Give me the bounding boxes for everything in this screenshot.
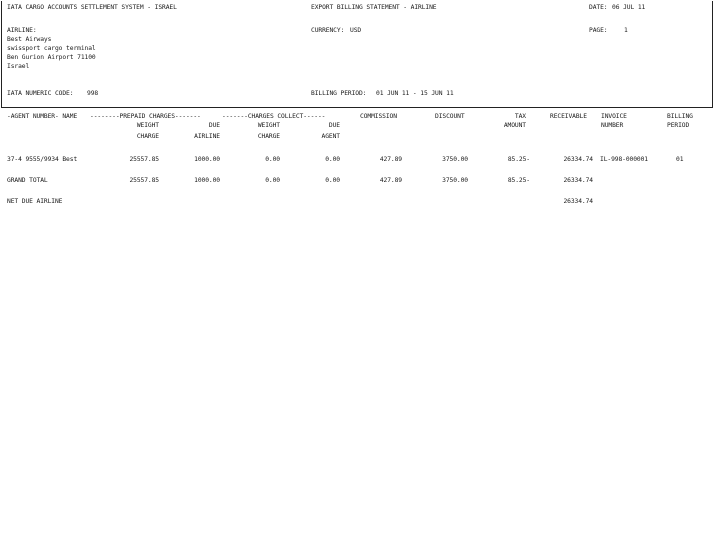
row-prepaid-due-airline: 1000.00 (194, 156, 220, 163)
airline-name: Best Airways (7, 36, 52, 43)
col-collect-weight-header-2: CHARGE (257, 133, 280, 140)
col-receivable-header: RECEIVABLE (550, 113, 587, 120)
col-due-agent-header-2: AGENT (321, 133, 340, 140)
airline-label: AIRLINE: (7, 27, 37, 34)
col-agent-header: -AGENT NUMBER- NAME (7, 113, 78, 120)
col-prepaid-group-header: --------PREPAID CHARGES------- (90, 113, 201, 120)
grand-total-prepaid-weight: 25557.85 (129, 177, 159, 184)
airline-address-line1: swissport cargo terminal (7, 45, 96, 52)
col-collect-group-header: -------CHARGES COLLECT------ (222, 113, 326, 120)
col-commission-header: COMMISSION (360, 113, 397, 120)
col-invoice-header-2: NUMBER (601, 122, 624, 129)
row-commission: 427.89 (379, 156, 402, 163)
col-tax-header-2: AMOUNT (503, 122, 526, 129)
iata-code-value: 998 (87, 90, 99, 97)
iata-code-label: IATA NUMERIC CODE: (7, 90, 74, 97)
col-billing-period-header-2: PERIOD (667, 122, 690, 129)
grand-total-collect-weight: 0.00 (265, 177, 280, 184)
grand-total-label: GRAND TOTAL (7, 177, 48, 184)
date-value: 06 JUL 11 (612, 4, 646, 11)
col-prepaid-weight-header-1: WEIGHT (136, 122, 159, 129)
col-due-agent-header-1: DUE (328, 122, 340, 129)
date-label: DATE: (589, 4, 608, 11)
airline-address-line3: Israel (7, 63, 30, 70)
row-receivable: 26334.74 (563, 156, 593, 163)
row-invoice: IL-998-000001 (600, 156, 648, 163)
grand-total-due-agent: 0.00 (325, 177, 340, 184)
system-title: IATA CARGO ACCOUNTS SETTLEMENT SYSTEM - ISRAEL (7, 4, 177, 11)
row-agent: 37-4 9555/9934 Best (7, 156, 78, 163)
statement-title: EXPORT BILLING STATEMENT - AIRLINE (311, 4, 437, 11)
grand-total-receivable: 26334.74 (563, 177, 593, 184)
page-value: 1 (624, 27, 628, 34)
col-due-airline-header-2: AIRLINE (194, 133, 220, 140)
col-prepaid-weight-header-2: CHARGE (136, 133, 159, 140)
row-tax: 85.25- (507, 156, 530, 163)
billing-period-label: BILLING PERIOD: (311, 90, 367, 97)
col-collect-weight-header-1: WEIGHT (257, 122, 280, 129)
currency-label: CURRENCY: (311, 27, 345, 34)
row-prepaid-weight: 25557.85 (129, 156, 159, 163)
col-discount-header: DISCOUNT (435, 113, 465, 120)
grand-total-discount: 3750.00 (442, 177, 468, 184)
row-collect-due-agent: 0.00 (325, 156, 340, 163)
currency-value: USD (350, 27, 362, 34)
row-collect-weight: 0.00 (265, 156, 280, 163)
grand-total-due-airline: 1000.00 (194, 177, 220, 184)
row-discount: 3750.00 (442, 156, 468, 163)
grand-total-tax: 85.25- (507, 177, 530, 184)
billing-period-value: 01 JUN 11 - 15 JUN 11 (376, 90, 454, 97)
net-due-label: NET DUE AIRLINE (7, 198, 63, 205)
col-tax-header-1: TAX (514, 113, 526, 120)
col-billing-period-header-1: BILLING (667, 113, 693, 120)
col-due-airline-header-1: DUE (208, 122, 220, 129)
page-label: PAGE: (589, 27, 608, 34)
grand-total-commission: 427.89 (379, 177, 402, 184)
col-invoice-header-1: INVOICE (601, 113, 627, 120)
net-due-value: 26334.74 (563, 198, 593, 205)
row-period: 01 (676, 156, 684, 163)
airline-address-line2: Ben Gurion Airport 71100 (7, 54, 96, 61)
